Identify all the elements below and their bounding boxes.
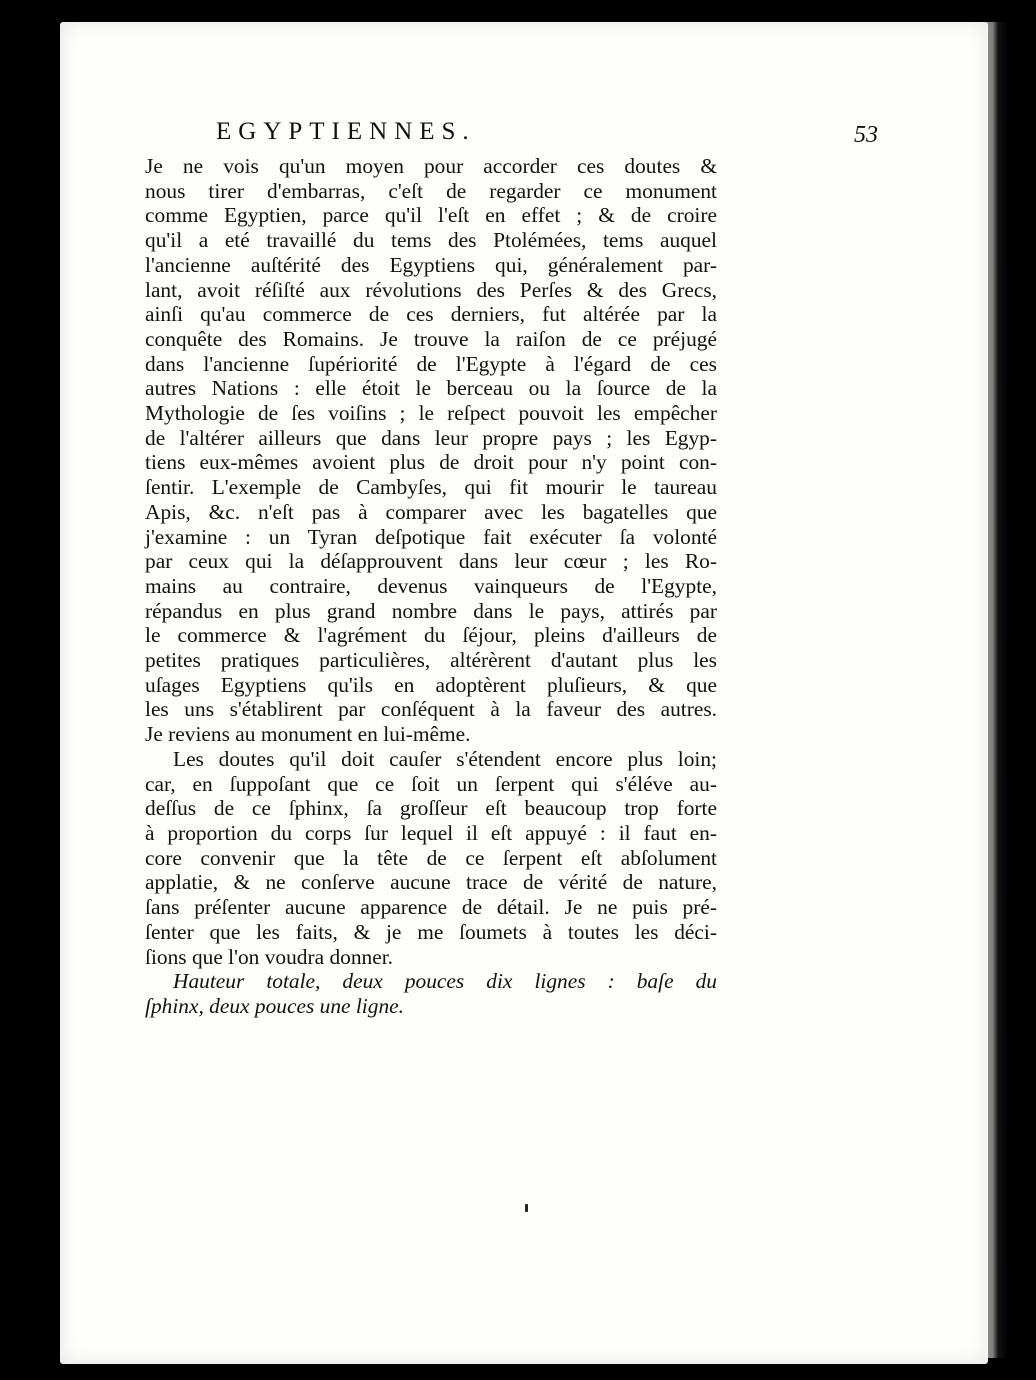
text-line: conquête des Romains. Je trouve la raiſon de ce préjugé	[145, 326, 717, 351]
text-line: les uns s'établirent par conſéquent à la faveur des autres.	[145, 697, 717, 722]
text-line: Apis, &c. n'eſt pas à comparer avec les bagatelles que	[145, 499, 717, 524]
text-line: Mythologie de ſes voiſins ; le reſpect pouvoit les empêcher	[145, 401, 717, 426]
text-line: ſentir. L'exemple de Cambyſes, qui fit mourir le taureau	[145, 475, 717, 500]
text-line: Je reviens au monument en lui-même.	[145, 722, 471, 747]
text-line: répandus en plus grand nombre dans le pays, attirés par	[145, 598, 717, 623]
text-line: applatie, & ne conſerve aucune trace de vérité de nature,	[145, 870, 717, 895]
text-line: de l'altérer ailleurs que dans leur propre pays ; les Egyp-	[145, 425, 717, 450]
text-line: qu'il a eté travaillé du tems des Ptolémées, tems auquel	[145, 228, 717, 253]
text-line: ſphinx, deux pouces une ligne.	[145, 993, 404, 1018]
running-head: EGYPTIENNES.	[216, 118, 476, 145]
text-line: tiens eux-mêmes avoient plus de droit pour n'y point con-	[145, 450, 717, 475]
text-line: lant, avoit réſiſté aux révolutions des Perſes & des Grecs,	[145, 277, 717, 302]
text-line: ainſi qu'au commerce de ces derniers, fut altérée par la	[145, 302, 717, 327]
text-line: ſenter que les faits, & je me ſoumets à toutes les déci-	[145, 919, 717, 944]
text-line: dans l'ancienne ſupériorité de l'Egypte à l'égard de ces	[145, 351, 717, 376]
paragraph-2	[145, 747, 717, 969]
body-text	[145, 154, 717, 1019]
page-edge-shadow	[986, 22, 1008, 1358]
paragraph-1	[145, 154, 717, 747]
text-line: ſans préſenter aucune apparence de détail. Je ne puis pré-	[145, 895, 717, 920]
text-line: Les doutes qu'il doit cauſer s'étendent encore plus loin;	[173, 746, 717, 771]
ink-speck	[525, 1204, 528, 1212]
text-line: petites pratiques particulières, altérèrent d'autant plus les	[145, 648, 717, 673]
text-line: j'examine : un Tyran deſpotique fait exécuter ſa volonté	[145, 524, 717, 549]
text-line: par ceux qui la déſapprouvent dans leur cœur ; les Ro-	[145, 549, 717, 574]
text-line: Je ne vois qu'un moyen pour accorder ces doutes &	[145, 154, 717, 178]
page-number: 53	[854, 122, 878, 148]
text-line: l'ancienne auſtérité des Egyptiens qui, généralement par-	[145, 252, 717, 277]
text-line: le commerce & l'agrément du ſéjour, pleins d'ailleurs de	[145, 623, 717, 648]
text-line: car, en ſuppoſant que ce ſoit un ſerpent qui s'éléve au-	[145, 771, 717, 796]
text-line: à proportion du corps ſur lequel il eſt appuyé : il faut en-	[145, 820, 717, 845]
text-line: autres Nations : elle étoit le berceau ou la ſource de la	[145, 376, 717, 401]
text-line: ſions que l'on voudra donner.	[145, 944, 394, 969]
dimensions-caption	[145, 969, 717, 1018]
text-line: core convenir que la tête de ce ſerpent eſt abſolument	[145, 845, 717, 870]
text-line: nous tirer d'embarras, c'eſt de regarder ce monument	[145, 178, 717, 203]
text-line: deſſus de ce ſphinx, ſa groſſeur eſt beaucoup trop forte	[145, 796, 717, 821]
text-line: comme Egyptien, parce qu'il l'eſt en effet ; & de croire	[145, 203, 717, 228]
text-line: uſages Egyptiens qu'ils en adoptèrent pluſieurs, & que	[145, 672, 717, 697]
text-line: Hauteur totale, deux pouces dix lignes : baſe du	[173, 969, 717, 994]
text-line: mains au contraire, devenus vainqueurs de l'Egypte,	[145, 573, 717, 598]
